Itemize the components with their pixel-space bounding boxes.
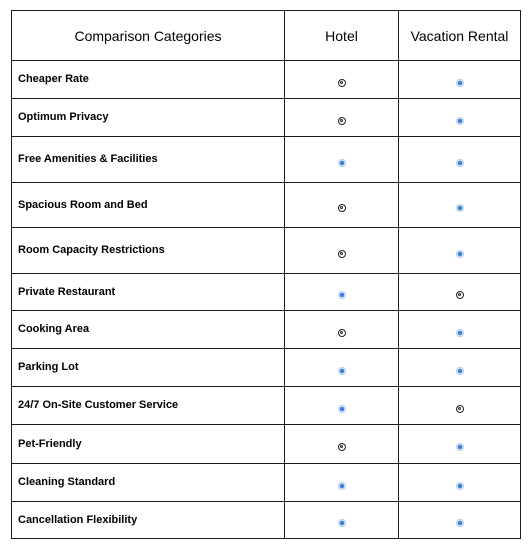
header-vacation-rental: Vacation Rental [399, 11, 521, 61]
blue-dot-icon [456, 519, 464, 527]
table-row [12, 349, 521, 387]
hotel-cell [285, 425, 399, 464]
table-row [12, 274, 521, 311]
blue-dot-icon [456, 482, 464, 490]
hotel-cell [285, 311, 399, 349]
blue-dot-icon [456, 117, 464, 125]
row-category-label: Free Amenities & Facilities [12, 137, 285, 183]
hotel-cell [285, 464, 399, 502]
blue-dot-icon [338, 291, 346, 299]
table-row [12, 464, 521, 502]
row-category-label: Room Capacity Restrictions [12, 228, 285, 274]
blue-dot-icon [338, 159, 346, 167]
hotel-cell [285, 349, 399, 387]
row-category-label: Cheaper Rate [12, 61, 285, 99]
black-ring-icon [338, 204, 346, 212]
blue-dot-icon [338, 482, 346, 490]
vacation-rental-cell [399, 387, 521, 425]
hotel-cell [285, 274, 399, 311]
blue-dot-icon [338, 519, 346, 527]
header-hotel: Hotel [285, 11, 399, 61]
hotel-cell [285, 61, 399, 99]
blue-dot-icon [456, 79, 464, 87]
vacation-rental-cell [399, 228, 521, 274]
blue-dot-icon [456, 250, 464, 258]
blue-dot-icon [338, 367, 346, 375]
hotel-cell [285, 502, 399, 539]
hotel-cell [285, 183, 399, 228]
table-row [12, 502, 521, 539]
black-ring-icon [456, 291, 464, 299]
row-category-label: Spacious Room and Bed [12, 183, 285, 228]
vacation-rental-cell [399, 425, 521, 464]
hotel-cell [285, 387, 399, 425]
hotel-cell [285, 228, 399, 274]
blue-dot-icon [456, 204, 464, 212]
black-ring-icon [338, 250, 346, 258]
table-row [12, 137, 521, 183]
vacation-rental-cell [399, 502, 521, 539]
row-category-label: Cooking Area [12, 311, 285, 349]
blue-dot-icon [456, 329, 464, 337]
vacation-rental-cell [399, 61, 521, 99]
row-category-label: Parking Lot [12, 349, 285, 387]
row-category-label: 24/7 On-Site Customer Service [12, 387, 285, 425]
blue-dot-icon [456, 443, 464, 451]
row-category-label: Private Restaurant [12, 274, 285, 311]
header-row [12, 11, 521, 61]
vacation-rental-cell [399, 274, 521, 311]
vacation-rental-cell [399, 183, 521, 228]
black-ring-icon [338, 443, 346, 451]
header-categories: Comparison Categories [12, 11, 285, 61]
row-category-label: Cancellation Flexibility [12, 502, 285, 539]
black-ring-icon [456, 405, 464, 413]
hotel-cell [285, 137, 399, 183]
table-row [12, 228, 521, 274]
blue-dot-icon [456, 159, 464, 167]
black-ring-icon [338, 329, 346, 337]
table-row [12, 387, 521, 425]
vacation-rental-cell [399, 311, 521, 349]
vacation-rental-cell [399, 99, 521, 137]
row-category-label: Pet-Friendly [12, 425, 285, 464]
comparison-table [11, 10, 521, 539]
blue-dot-icon [456, 367, 464, 375]
vacation-rental-cell [399, 464, 521, 502]
hotel-cell [285, 99, 399, 137]
black-ring-icon [338, 117, 346, 125]
row-category-label: Optimum Privacy [12, 99, 285, 137]
table-row [12, 99, 521, 137]
table-row [12, 61, 521, 99]
table-row [12, 311, 521, 349]
vacation-rental-cell [399, 137, 521, 183]
row-category-label: Cleaning Standard [12, 464, 285, 502]
table-row [12, 183, 521, 228]
black-ring-icon [338, 79, 346, 87]
table-row [12, 425, 521, 464]
blue-dot-icon [338, 405, 346, 413]
vacation-rental-cell [399, 349, 521, 387]
